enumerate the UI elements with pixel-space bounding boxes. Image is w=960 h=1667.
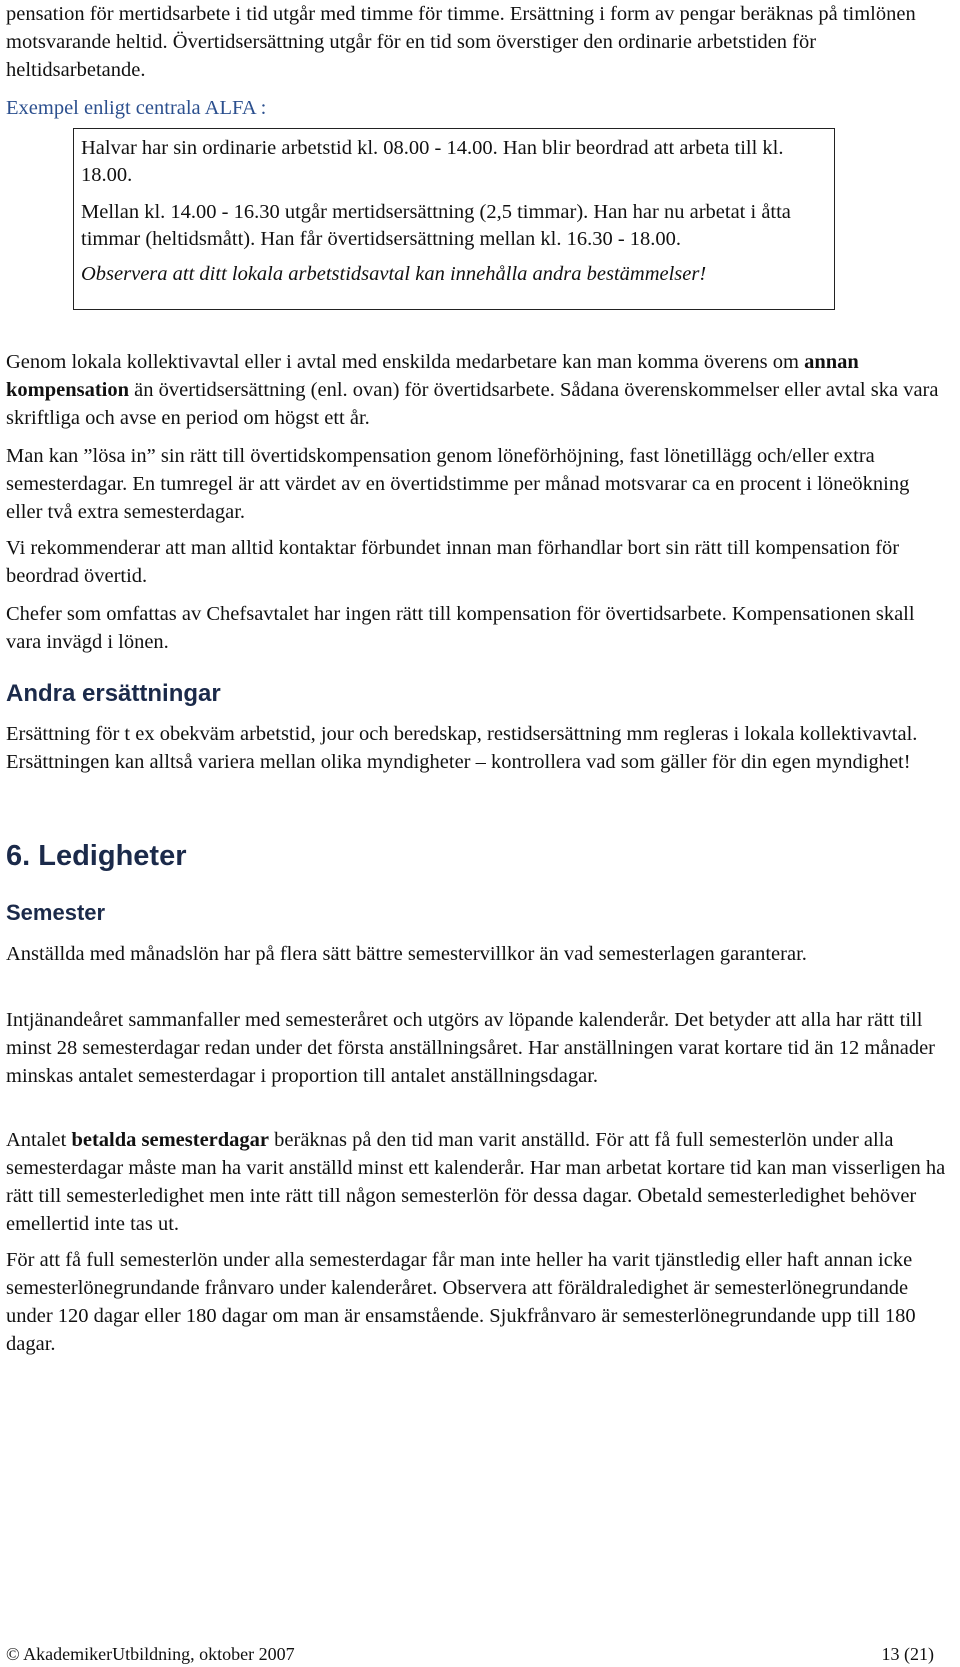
example-line-2: Mellan kl. 14.00 - 16.30 utgår mertidsersättning (2,5 timmar). Han har nu arbetat i åtta timmar (heltidsmått). Han får övertidsersättning mellan kl. 16.30 - 18.00. <box>81 201 791 250</box>
paragraph-semestervillkor: Anställda med månadslön har på flera sätt bättre semestervillkor än vad semesterlagen garanterar. <box>6 943 807 965</box>
heading-semester: Semester <box>6 900 106 925</box>
example-box <box>73 128 835 310</box>
paragraph-rekommendation: Vi rekommenderar att man alltid kontaktar förbundet innan man förhandlar bort sin rätt till kompensation för beordrad övertid. <box>6 537 900 587</box>
heading-andra-ersattningar: Andra ersättningar <box>6 680 221 707</box>
paragraph-betalda-semesterdagar <box>6 1126 946 1238</box>
heading-ledigheter: 6. Ledigheter <box>6 840 187 872</box>
paragraph-intjanandearet: Intjänandeåret sammanfaller med semesteråret och utgörs av löpande kalenderår. Det betyder att alla har rätt till minst 28 semesterdagar redan under det första anställningsåret. Har anställningen varat kortare tid än 12 månader minskas antalet semesterdagar i proportion till antalet anställningsdagar. <box>6 1009 935 1087</box>
p1-text-b: än övertidsersättning (enl. ovan) för övertidsarbete. Sådana överenskommelser eller avtal ska vara skriftliga och avse en period om högst ett år. <box>6 379 939 429</box>
p3-text-b: beräknas på den tid man varit anställd. För att få full semesterlön under alla semesterdagar måste man ha varit anställd minst ett kalenderår. Har man arbetat kortare tid kan man visserligen ha rätt till semesterledighet men inte rätt till någon semesterlön för dessa dagar. Obetald semesterledighet behöver emellertid inte tas ut. <box>6 1129 946 1235</box>
example-line-1: Halvar har sin ordinarie arbetstid kl. 08.00 - 14.00. Han blir beordrad att arbeta till kl. 18.00. <box>81 137 784 186</box>
example-heading: Exempel enligt centrala ALFA : <box>6 97 267 119</box>
paragraph-losa-in: Man kan ”lösa in” sin rätt till övertidskompensation genom löneförhöjning, fast lönetillägg och/eller extra semesterdagar. En tumregel är att värdet av en övertidstimme per månad motsvarar ca en procent i löneökning eller två extra semesterdagar. <box>6 445 910 523</box>
example-note: Observera att ditt lokala arbetstidsavtal kan innehålla andra bestämmelser! <box>81 263 707 285</box>
footer-page-number: 13 (21) <box>881 1644 934 1664</box>
p1-bold: annan kompensation <box>6 351 859 401</box>
p3-bold: betalda semesterdagar <box>71 1129 270 1151</box>
paragraph-full-semesterlon: För att få full semesterlön under alla semesterdagar får man inte heller ha varit tjänstledig eller haft annan icke semesterlönegrundande frånvaro under kalenderåret. Observera att föräldraledighet är semesterlönegrundande under 120 dagar eller 180 dagar om man är ensamstående. Sjukfrånvaro är semesterlönegrundande upp till 180 dagar. <box>6 1249 916 1355</box>
paragraph-annan-kompensation <box>6 348 946 432</box>
paragraph-andra-ersattningar: Ersättning för t ex obekväm arbetstid, jour och beredskap, restidsersättning mm regleras i lokala kollektivavtal. Ersättningen kan alltså variera mellan olika myndigheter – kontrollera vad som gäller för din egen myndighet! <box>6 723 918 773</box>
intro-paragraph: pensation för mertidsarbete i tid utgår med timme för timme. Ersättning i form av pengar beräknas på timlönen motsvarande heltid. Övertidsersättning utgår för en tid som överstiger den ordinarie arbetstiden för heltidsarbetande. <box>6 3 916 81</box>
paragraph-chefsavtalet: Chefer som omfattas av Chefsavtalet har ingen rätt till kompensation för övertidsarbete. Kompensationen skall vara invägd i lönen. <box>6 603 915 653</box>
footer-copyright: © AkademikerUtbildning, oktober 2007 <box>6 1644 295 1664</box>
p1-text-a: Genom lokala kollektivavtal eller i avtal med enskilda medarbetare kan man komma överens om <box>6 351 805 373</box>
p3-text-a: Antalet <box>6 1129 72 1151</box>
